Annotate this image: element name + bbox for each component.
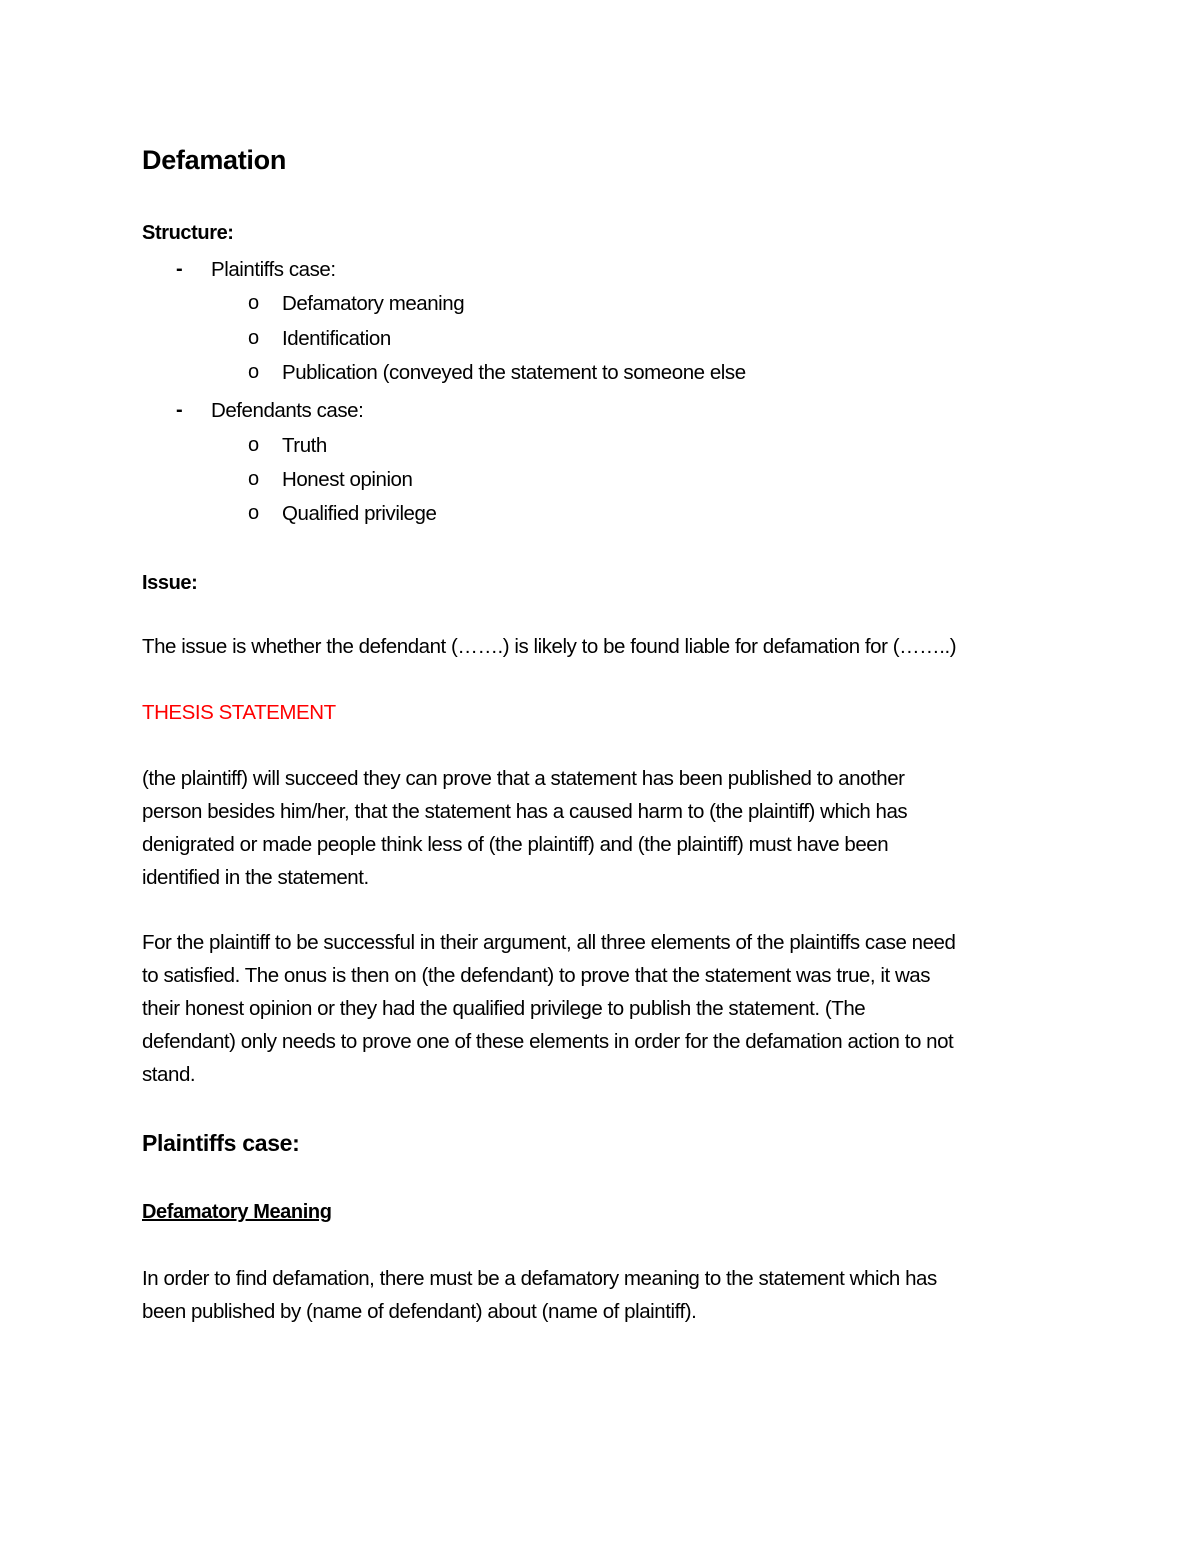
structure-defendants-case: Defendants case: (211, 399, 364, 422)
circle-bullet: o (248, 502, 260, 524)
structure-item: Qualified privilege (282, 502, 437, 525)
structure-item: Identification (282, 327, 391, 350)
defamatory-meaning-line: In order to find defamation, there must be a defamatory meaning to the statement which has (142, 1267, 937, 1290)
thesis-line: identified in the statement. (142, 866, 369, 889)
elements-line: defendant) only needs to prove one of these elements in order for the defamation action to not (142, 1030, 954, 1053)
structure-item: Truth (282, 434, 327, 457)
structure-plaintiffs-case: Plaintiffs case: (211, 258, 336, 281)
elements-line: For the plaintiff to be successful in their argument, all three elements of the plaintiffs case need (142, 931, 956, 954)
issue-label: Issue: (142, 572, 198, 594)
thesis-label: THESIS STATEMENT (142, 701, 336, 724)
structure-label: Structure: (142, 222, 234, 244)
thesis-line: person besides him/her, that the statement has a caused harm to (the plaintiff) which has (142, 800, 908, 823)
thesis-line: denigrated or made people think less of (the plaintiff) and (the plaintiff) must have been (142, 833, 889, 856)
circle-bullet: o (248, 468, 260, 490)
structure-item: Honest opinion (282, 468, 413, 491)
dash-bullet: - (176, 399, 183, 421)
circle-bullet: o (248, 292, 260, 314)
circle-bullet: o (248, 327, 260, 349)
document-title: Defamation (142, 145, 287, 175)
structure-item: Defamatory meaning (282, 292, 465, 315)
structure-item: Publication (conveyed the statement to someone else (282, 361, 746, 384)
plaintiffs-case-heading: Plaintiffs case: (142, 1130, 300, 1156)
elements-line: to satisfied. The onus is then on (the defendant) to prove that the statement was true, it was (142, 964, 931, 987)
defamatory-meaning-heading: Defamatory Meaning (142, 1201, 332, 1223)
thesis-line: (the plaintiff) will succeed they can prove that a statement has been published to another (142, 767, 905, 790)
elements-line: stand. (142, 1063, 196, 1086)
circle-bullet: o (248, 361, 260, 383)
elements-line: their honest opinion or they had the qualified privilege to publish the statement. (The (142, 997, 866, 1020)
defamatory-meaning-line: been published by (name of defendant) about (name of plaintiff). (142, 1300, 697, 1323)
circle-bullet: o (248, 434, 260, 456)
dash-bullet: - (176, 258, 183, 280)
issue-text: The issue is whether the defendant (…….) is likely to be found liable for defamation for (……..) (142, 635, 957, 658)
